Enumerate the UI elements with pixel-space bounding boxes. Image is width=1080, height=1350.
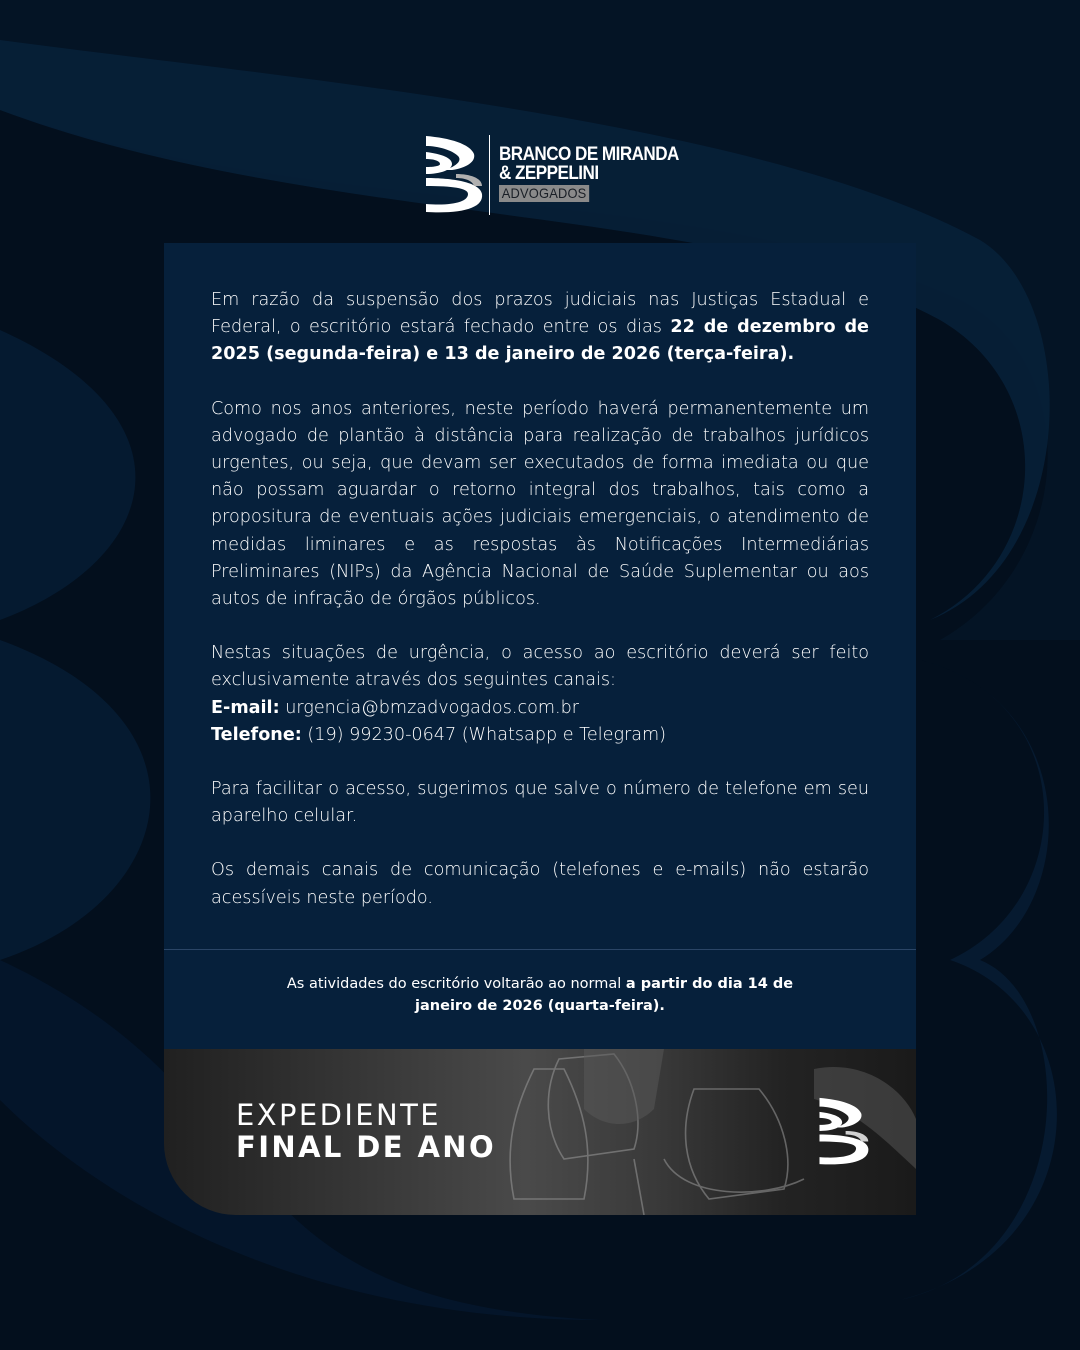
banner-title-line2: FINAL DE ANO — [236, 1130, 497, 1164]
phone-label: Telefone: — [211, 724, 302, 745]
logo-name-line1: BRANCO DE MIRANDA — [499, 144, 679, 165]
return-note — [264, 974, 816, 1017]
notice-paragraph-3-text: Nestas situações de urgência, o acesso ao escritório deverá ser feito exclusivamente através dos seguintes canais: — [211, 643, 869, 691]
notice-paragraph-1 — [211, 287, 869, 369]
notice-body — [211, 287, 869, 939]
bmz-logo-mark-icon — [422, 134, 484, 214]
phone-value[interactable]: (19) 99230-0647 (Whatsapp e Telegram) — [301, 724, 667, 745]
bmz-logo-mark-icon — [816, 1096, 870, 1166]
logo-name-line2: & ZEPPELINI — [499, 163, 599, 184]
year-end-banner — [164, 1049, 916, 1215]
notice-card — [164, 243, 916, 1049]
phone-contact — [211, 722, 869, 749]
email-contact — [211, 695, 869, 722]
return-note-text: As atividades do escritório voltarão ao normal — [286, 976, 626, 992]
notice-paragraph-2: Como nos anos anteriores, neste período haverá permanentemente um advogado de plantão à distância para realização de trabalhos jurídicos urgentes, ou seja, que devam ser executados de forma imediata ou que não possam aguardar o retorno integral dos trabalhos, tais como a propositura de eventuais ações judiciais emergenciais, o atendimento de medidas liminares e as respostas às Notificações Intermediárias Preliminares (NIPs) da Agência Nacional de Saúde Suplementar ou aos autos de infração de órgãos públicos. — [211, 398, 869, 610]
email-value[interactable]: urgencia@bmzadvogados.com.br — [279, 697, 580, 718]
notice-paragraph-1-text: Em razão da suspensão dos prazos judiciais nas Justiças Estadual e Federal, o escritório estará fechado entre os dias — [211, 290, 869, 338]
logo-badge: ADVOGADOS — [499, 185, 589, 202]
notice-closure-dates: 22 de dezembro de 2025 (segunda-feira) e 13 de janeiro de 2026 (terça-feira). — [211, 317, 869, 365]
notice-paragraph-5: Os demais canais de comunicação (telefones e e-mails) não estarão acessíveis neste período. — [211, 860, 869, 908]
company-logo — [422, 134, 679, 216]
email-label: E-mail: — [211, 697, 280, 718]
card-divider — [164, 949, 916, 950]
return-note-date: a partir do dia 14 de janeiro de 2026 (quarta-feira). — [415, 976, 794, 1014]
notice-paragraph-3 — [211, 640, 869, 749]
logo-text — [499, 144, 679, 202]
logo-divider — [489, 135, 490, 215]
banner-title-line1: EXPEDIENTE — [236, 1098, 441, 1132]
notice-paragraph-4: Para facilitar o acesso, sugerimos que salve o número de telefone em seu aparelho celular. — [211, 779, 869, 827]
